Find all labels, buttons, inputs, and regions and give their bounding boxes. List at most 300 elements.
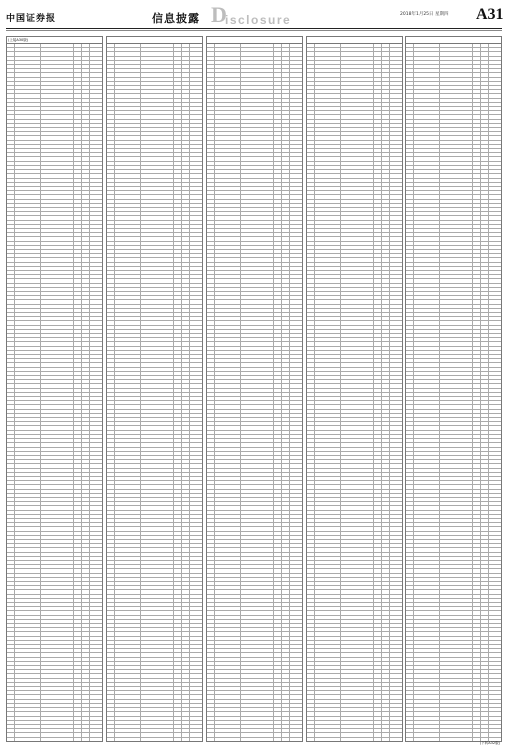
table-cell — [41, 422, 74, 425]
table-cell — [174, 162, 182, 165]
table-cell — [274, 204, 282, 207]
table-cell — [7, 124, 15, 127]
table-cell — [481, 162, 489, 165]
table-cell — [374, 94, 382, 97]
table-cell — [115, 359, 142, 362]
table-cell — [473, 99, 481, 102]
table-cell — [74, 166, 82, 169]
table-cell — [341, 292, 374, 295]
table-cell — [341, 721, 374, 724]
table-cell — [341, 738, 374, 741]
table-cell — [182, 595, 190, 598]
table-cell — [390, 157, 402, 160]
table-cell — [41, 393, 74, 396]
table-cell — [290, 296, 302, 299]
table-cell — [141, 662, 174, 665]
table-cell — [74, 372, 82, 375]
table-cell — [182, 569, 190, 572]
table-cell — [290, 174, 302, 177]
table-cell — [390, 401, 402, 404]
table-cell — [341, 532, 374, 535]
table-cell — [215, 78, 242, 81]
table-cell — [7, 296, 15, 299]
table-cell — [473, 90, 481, 93]
table-cell — [290, 195, 302, 198]
table-cell — [241, 334, 274, 337]
table-cell — [315, 65, 342, 68]
table-cell — [7, 544, 15, 547]
table-cell — [274, 195, 282, 198]
table-cell — [15, 641, 42, 644]
table-rows — [7, 44, 102, 742]
table-cell — [241, 544, 274, 547]
table-cell — [315, 649, 342, 652]
table-cell — [174, 595, 182, 598]
table-cell — [15, 208, 42, 211]
table-cell — [341, 704, 374, 707]
table-cell — [215, 162, 242, 165]
table-cell — [82, 296, 90, 299]
table-cell — [315, 157, 342, 160]
table-cell — [282, 738, 290, 741]
table-cell — [115, 582, 142, 585]
table-cell — [241, 708, 274, 711]
table-cell — [82, 578, 90, 581]
table-cell — [382, 393, 390, 396]
table-cell — [241, 250, 274, 253]
table-cell — [174, 502, 182, 505]
table-cell — [282, 267, 290, 270]
table-cell — [41, 52, 74, 55]
table-cell — [115, 519, 142, 522]
table-cell — [241, 288, 274, 291]
table-cell — [290, 86, 302, 89]
table-cell — [115, 73, 142, 76]
table-cell — [290, 254, 302, 257]
table-cell — [90, 687, 102, 690]
table-cell — [374, 338, 382, 341]
table-cell — [440, 44, 473, 47]
table-cell — [190, 511, 202, 514]
table-cell — [141, 57, 174, 60]
table-cell — [374, 183, 382, 186]
table-cell — [341, 57, 374, 60]
table-cell — [341, 443, 374, 446]
table-cell — [290, 502, 302, 505]
table-cell — [282, 52, 290, 55]
table-cell — [307, 448, 315, 451]
table-cell — [207, 263, 215, 266]
table-cell — [90, 347, 102, 350]
table-cell — [282, 561, 290, 564]
table-cell — [382, 738, 390, 741]
table-cell — [382, 670, 390, 673]
table-cell — [7, 708, 15, 711]
table-cell — [215, 691, 242, 694]
table-cell — [341, 410, 374, 413]
table-cell — [390, 376, 402, 379]
table-cell — [282, 334, 290, 337]
table-cell — [282, 229, 290, 232]
table-cell — [207, 717, 215, 720]
table-cell — [274, 397, 282, 400]
table-cell — [315, 632, 342, 635]
table-cell — [215, 52, 242, 55]
table-cell — [290, 578, 302, 581]
table-cell — [307, 439, 315, 442]
table-cell — [141, 641, 174, 644]
table-cell — [82, 326, 90, 329]
table-cell — [82, 136, 90, 139]
table-cell — [74, 536, 82, 539]
table-cell — [341, 469, 374, 472]
table-cell — [382, 624, 390, 627]
table-cell — [207, 595, 215, 598]
table-cell — [274, 153, 282, 156]
table-cell — [90, 284, 102, 287]
table-cell — [374, 153, 382, 156]
table-cell — [182, 624, 190, 627]
table-cell — [241, 313, 274, 316]
table-cell — [41, 536, 74, 539]
table-cell — [215, 233, 242, 236]
table-cell — [182, 704, 190, 707]
table-cell — [74, 82, 82, 85]
table-cell — [90, 422, 102, 425]
table-cell — [41, 452, 74, 455]
table-cell — [282, 141, 290, 144]
table-cell — [15, 569, 42, 572]
table-cell — [290, 292, 302, 295]
table-cell — [107, 641, 115, 644]
table-cell — [274, 670, 282, 673]
table-cell — [182, 607, 190, 610]
table-cell — [290, 599, 302, 602]
table-cell — [274, 136, 282, 139]
table-cell — [90, 124, 102, 127]
table-cell — [174, 574, 182, 577]
table-cell — [307, 183, 315, 186]
table-cell — [307, 645, 315, 648]
table-cell — [481, 128, 489, 131]
table-cell — [207, 616, 215, 619]
table-cell — [440, 145, 473, 148]
table-cell — [107, 527, 115, 530]
table-cell — [414, 48, 441, 51]
table-cell — [341, 52, 374, 55]
table-cell — [182, 326, 190, 329]
table-cell — [207, 195, 215, 198]
table-cell — [390, 115, 402, 118]
table-cell — [307, 532, 315, 535]
table-cell — [315, 120, 342, 123]
table-cell — [341, 157, 374, 160]
table-cell — [307, 578, 315, 581]
table-cell — [74, 456, 82, 459]
table-cell — [382, 523, 390, 526]
table-cell — [207, 204, 215, 207]
table-cell — [315, 481, 342, 484]
table-cell — [315, 519, 342, 522]
table-cell — [382, 599, 390, 602]
table-cell — [374, 637, 382, 640]
table-cell — [115, 502, 142, 505]
table-cell — [341, 99, 374, 102]
table-cell — [7, 368, 15, 371]
table-cell — [390, 359, 402, 362]
table-cell — [215, 435, 242, 438]
table-cell — [190, 141, 202, 144]
table-cell — [241, 90, 274, 93]
table-cell — [215, 372, 242, 375]
table-cell — [215, 599, 242, 602]
table-cell — [41, 632, 74, 635]
table-cell — [41, 410, 74, 413]
table-cell — [107, 212, 115, 215]
table-cell — [174, 511, 182, 514]
table-cell — [274, 708, 282, 711]
table-cell — [390, 284, 402, 287]
table-cell — [390, 414, 402, 417]
table-cell — [390, 544, 402, 547]
table-cell — [190, 641, 202, 644]
table-cell — [382, 384, 390, 387]
table-cell — [307, 141, 315, 144]
table-cell — [473, 107, 481, 110]
table-cell — [315, 700, 342, 703]
table-cell — [174, 485, 182, 488]
table-cell — [341, 78, 374, 81]
table-cell — [282, 704, 290, 707]
table-cell — [15, 624, 42, 627]
table-cell — [374, 250, 382, 253]
table-cell — [207, 250, 215, 253]
table-cell — [207, 477, 215, 480]
table-cell — [274, 267, 282, 270]
table-cell — [290, 733, 302, 736]
table-cell — [382, 65, 390, 68]
table-cell — [241, 174, 274, 177]
table-cell — [307, 212, 315, 215]
table-cell — [141, 712, 174, 715]
table-cell — [74, 279, 82, 282]
table-cell — [90, 166, 102, 169]
table-cell — [382, 258, 390, 261]
table-cell — [207, 536, 215, 539]
table-cell — [41, 738, 74, 741]
table-cell — [382, 502, 390, 505]
table-cell — [274, 258, 282, 261]
table-cell — [282, 641, 290, 644]
table-cell — [190, 296, 202, 299]
table-cell — [41, 481, 74, 484]
table-cell — [290, 363, 302, 366]
table-cell — [282, 683, 290, 686]
table-cell — [82, 422, 90, 425]
table-cell — [390, 237, 402, 240]
table-cell — [182, 296, 190, 299]
table-cell — [141, 204, 174, 207]
table-cell — [141, 393, 174, 396]
table-cell — [207, 237, 215, 240]
table-cell — [15, 271, 42, 274]
table-cell — [341, 246, 374, 249]
table-cell — [74, 586, 82, 589]
table-cell — [207, 443, 215, 446]
table-cell — [15, 52, 42, 55]
table-cell — [315, 250, 342, 253]
table-cell — [290, 410, 302, 413]
table-cell — [7, 401, 15, 404]
table-cell — [182, 124, 190, 127]
table-cell — [74, 725, 82, 728]
table-cell — [15, 401, 42, 404]
table-cell — [382, 565, 390, 568]
table-cell — [7, 679, 15, 682]
table-cell — [141, 448, 174, 451]
table-cell — [41, 649, 74, 652]
table-cell — [282, 393, 290, 396]
table-cell — [90, 548, 102, 551]
table-cell — [82, 586, 90, 589]
table-cell — [274, 666, 282, 669]
table-cell — [241, 670, 274, 673]
table-cell — [174, 527, 182, 530]
table-cell — [7, 195, 15, 198]
table-cell — [215, 136, 242, 139]
table-cell — [74, 624, 82, 627]
table-cell — [241, 103, 274, 106]
table-cell — [274, 401, 282, 404]
table-cell — [390, 73, 402, 76]
table-cell — [390, 662, 402, 665]
table-cell — [290, 603, 302, 606]
table-cell — [274, 103, 282, 106]
table-cell — [107, 548, 115, 551]
table-cell — [341, 435, 374, 438]
table-cell — [290, 162, 302, 165]
table-cell — [440, 166, 473, 169]
table-cell — [15, 565, 42, 568]
table-cell — [241, 300, 274, 303]
table-cell — [115, 216, 142, 219]
table-cell — [41, 69, 74, 72]
table-cell — [390, 431, 402, 434]
table-cell — [115, 124, 142, 127]
table-cell — [341, 309, 374, 312]
table-cell — [382, 490, 390, 493]
table-cell — [190, 414, 202, 417]
table-cell — [41, 78, 74, 81]
table-cell — [90, 376, 102, 379]
table-cell — [274, 187, 282, 190]
table-cell — [374, 607, 382, 610]
table-cell — [107, 452, 115, 455]
table-cell — [374, 717, 382, 720]
table-cell — [41, 641, 74, 644]
table-cell — [215, 448, 242, 451]
table-cell — [489, 136, 501, 139]
table-cell — [141, 653, 174, 656]
table-cell — [382, 90, 390, 93]
table-cell — [174, 309, 182, 312]
table-cell — [74, 595, 82, 598]
table-cell — [141, 674, 174, 677]
table-cell — [215, 397, 242, 400]
table-cell — [7, 645, 15, 648]
table-cell — [274, 145, 282, 148]
table-cell — [241, 527, 274, 530]
table-cell — [182, 637, 190, 640]
table-cell — [406, 170, 414, 173]
table-cell — [290, 637, 302, 640]
table-cell — [74, 275, 82, 278]
table-cell — [282, 157, 290, 160]
table-cell — [414, 52, 441, 55]
table-cell — [274, 700, 282, 703]
table-cell — [7, 687, 15, 690]
table-cell — [115, 284, 142, 287]
table-cell — [7, 712, 15, 715]
table-cell — [141, 275, 174, 278]
table-cell — [190, 738, 202, 741]
table-cell — [282, 620, 290, 623]
table-cell — [282, 309, 290, 312]
table-cell — [174, 368, 182, 371]
table-cell — [274, 683, 282, 686]
table-cell — [74, 141, 82, 144]
table-cell — [489, 120, 501, 123]
table-cell — [190, 464, 202, 467]
table-cell — [115, 490, 142, 493]
table-cell — [341, 107, 374, 110]
table-cell — [41, 590, 74, 593]
table-cell — [190, 456, 202, 459]
table-cell — [141, 90, 174, 93]
table-cell — [315, 73, 342, 76]
table-cell — [382, 221, 390, 224]
table-cell — [190, 578, 202, 581]
table-cell — [115, 569, 142, 572]
table-cell — [182, 363, 190, 366]
table-cell — [15, 628, 42, 631]
table-cell — [282, 136, 290, 139]
table-cell — [190, 477, 202, 480]
table-cell — [274, 246, 282, 249]
table-cell — [390, 351, 402, 354]
table-cell — [107, 200, 115, 203]
table-cell — [382, 250, 390, 253]
table-cell — [390, 490, 402, 493]
table-cell — [182, 586, 190, 589]
table-cell — [7, 473, 15, 476]
table-cell — [90, 44, 102, 47]
table-cell — [473, 78, 481, 81]
table-cell — [7, 170, 15, 173]
table-cell — [41, 729, 74, 732]
table-cell — [141, 485, 174, 488]
table-cell — [7, 725, 15, 728]
table-cell — [390, 666, 402, 669]
table-cell — [74, 229, 82, 232]
table-cell — [341, 595, 374, 598]
table-cell — [440, 65, 473, 68]
table-cell — [141, 242, 174, 245]
table-cell — [141, 296, 174, 299]
table-cell — [90, 485, 102, 488]
table-cell — [90, 292, 102, 295]
table-cell — [41, 183, 74, 186]
